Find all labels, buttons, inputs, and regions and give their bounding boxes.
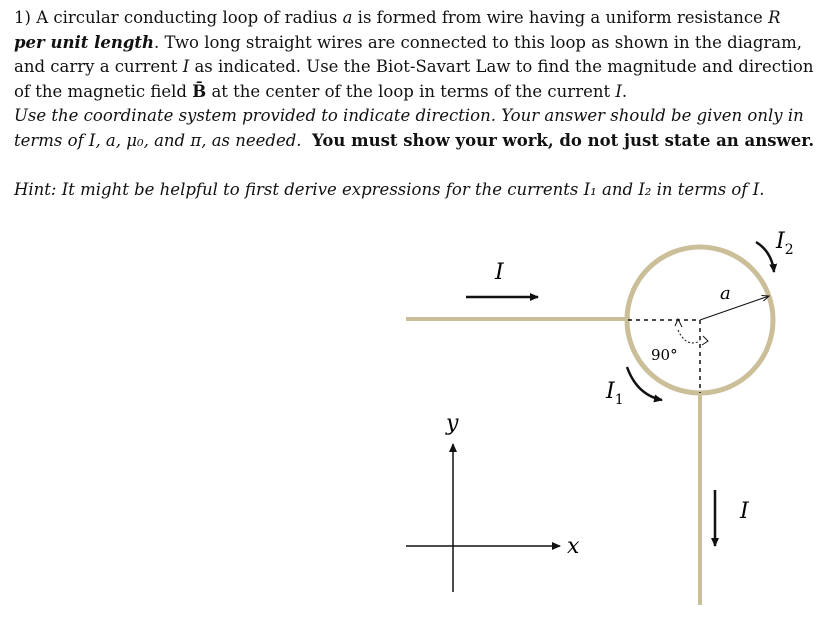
- problem-number: 1): [14, 8, 37, 27]
- radius-arrow: [700, 296, 769, 320]
- i1-label: $I_1$: [606, 379, 624, 408]
- y-axis-label: y: [446, 411, 459, 436]
- problem-text: 1) A circular conducting loop of radius a is formed from wire having a uniform resistance R per unit length. Two long straight wires are connected to this loop as shown in the diagram, and carry a current I as indicated. Use the Biot-Savart Law to find the magnitude and direction of the magnetic field B̄ at the center of the loop in terms of the current I.: [14, 8, 814, 101]
- angle-arrow-right: [702, 336, 708, 345]
- x-axis-label: x: [567, 534, 580, 559]
- hint-text: Hint: It might be helpful to first derive expressions for the currents I₁ and I₂ in terms of I.: [14, 180, 765, 199]
- incoming-current-label: I: [495, 260, 504, 285]
- show-work-note: You must show your work, do not just state an answer.: [312, 130, 815, 150]
- angle-label: 90°: [651, 346, 678, 364]
- angle-arc: [678, 330, 700, 343]
- i2-current-arrow: [756, 242, 774, 272]
- per-unit-length: per unit length: [14, 32, 155, 52]
- i2-label: $I_2$: [776, 229, 794, 258]
- radius-label: a: [720, 283, 731, 304]
- outgoing-current-label: I: [740, 499, 749, 524]
- instruction-text: Use the coordinate system provided to indicate direction. Your answer should be given only in terms of I, a, μ₀, and π, as needed.: [14, 106, 804, 150]
- i1-current-arrow: [627, 367, 662, 400]
